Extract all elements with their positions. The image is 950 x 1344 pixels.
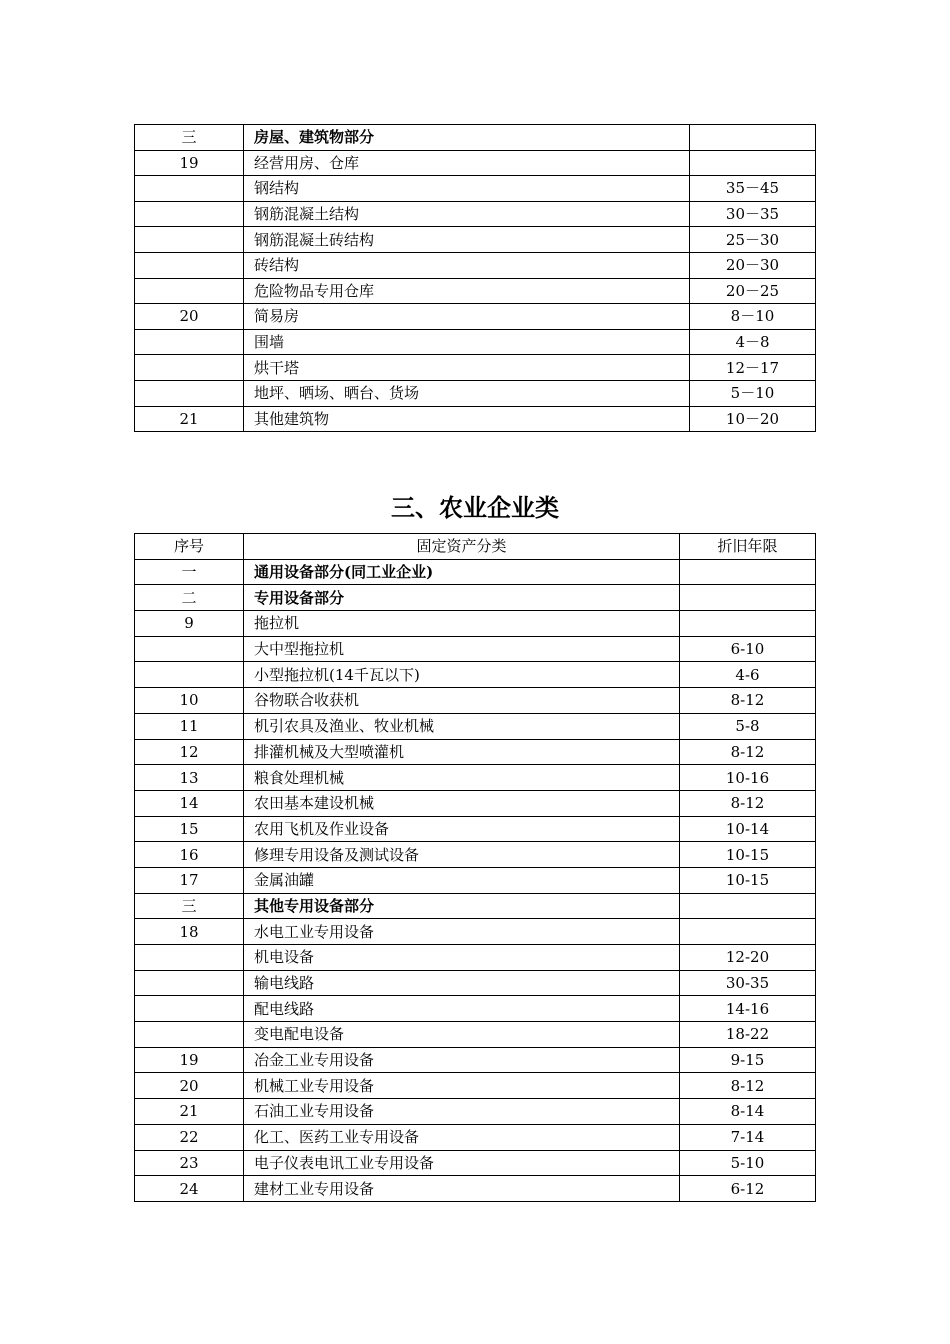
header-years: 折旧年限: [680, 534, 816, 560]
table-row: [135, 150, 816, 176]
cell-category: 其他建筑物: [244, 406, 690, 432]
table-row: [135, 790, 816, 816]
cell-years: 18-22: [680, 1022, 816, 1048]
cell-no: 21: [135, 1099, 244, 1125]
cell-years: 6-12: [680, 1176, 816, 1202]
cell-years: 30-35: [680, 970, 816, 996]
table-row: [135, 1150, 816, 1176]
table-row: [135, 636, 816, 662]
cell-no: [135, 662, 244, 688]
cell-years: 12-20: [680, 945, 816, 971]
table-row: [135, 1099, 816, 1125]
cell-no: [135, 380, 244, 406]
cell-years: 5－10: [690, 380, 816, 406]
cell-category: 危险物品专用仓库: [244, 278, 690, 304]
cell-years: 4-6: [680, 662, 816, 688]
table-row: [135, 176, 816, 202]
table-row: [135, 867, 816, 893]
cell-category: 电子仪表电讯工业专用设备: [244, 1150, 680, 1176]
agriculture-table-body: [135, 534, 816, 1202]
cell-no: 18: [135, 919, 244, 945]
cell-no: 二: [135, 585, 244, 611]
table-row: [135, 1176, 816, 1202]
cell-no: 11: [135, 713, 244, 739]
cell-category: 变电配电设备: [244, 1022, 680, 1048]
cell-no: 22: [135, 1124, 244, 1150]
cell-no: [135, 329, 244, 355]
table-row: [135, 842, 816, 868]
cell-category: 机电设备: [244, 945, 680, 971]
cell-no: [135, 996, 244, 1022]
cell-no: [135, 636, 244, 662]
cell-no: [135, 201, 244, 227]
cell-category: 烘干塔: [244, 355, 690, 381]
cell-no: [135, 252, 244, 278]
cell-no: 17: [135, 867, 244, 893]
cell-category: 其他专用设备部分: [244, 893, 680, 919]
cell-category: 建材工业专用设备: [244, 1176, 680, 1202]
table-row: [135, 688, 816, 714]
cell-years: [680, 585, 816, 611]
cell-category: 修理专用设备及测试设备: [244, 842, 680, 868]
cell-no: [135, 227, 244, 253]
table-row: [135, 380, 816, 406]
cell-no: 21: [135, 406, 244, 432]
cell-years: [680, 559, 816, 585]
cell-years: 8-12: [680, 790, 816, 816]
table-row: [135, 227, 816, 253]
table-row: [135, 559, 816, 585]
table-row: [135, 945, 816, 971]
cell-years: 5-10: [680, 1150, 816, 1176]
cell-no: [135, 355, 244, 381]
cell-category: 农田基本建设机械: [244, 790, 680, 816]
agriculture-depreciation-table: [134, 533, 816, 1202]
cell-no: [135, 278, 244, 304]
table-row: [135, 893, 816, 919]
cell-category: 小型拖拉机(14千瓦以下): [244, 662, 680, 688]
table-row: [135, 713, 816, 739]
cell-category: 输电线路: [244, 970, 680, 996]
table-row: [135, 970, 816, 996]
cell-no: 14: [135, 790, 244, 816]
cell-no: 20: [135, 304, 244, 330]
cell-no: [135, 176, 244, 202]
table-row: [135, 662, 816, 688]
cell-years: 10-15: [680, 842, 816, 868]
cell-years: [680, 919, 816, 945]
cell-category: 简易房: [244, 304, 690, 330]
cell-years: 10－20: [690, 406, 816, 432]
table-row: [135, 816, 816, 842]
cell-no: 12: [135, 739, 244, 765]
cell-no: 三: [135, 125, 244, 151]
cell-years: [690, 125, 816, 151]
table-row: [135, 1124, 816, 1150]
cell-category: 房屋、建筑物部分: [244, 125, 690, 151]
cell-no: [135, 1022, 244, 1048]
table-row: [135, 304, 816, 330]
cell-category: 专用设备部分: [244, 585, 680, 611]
cell-category: 围墙: [244, 329, 690, 355]
cell-category: 钢结构: [244, 176, 690, 202]
cell-years: 25－30: [690, 227, 816, 253]
cell-no: 10: [135, 688, 244, 714]
cell-category: 钢筋混凝土砖结构: [244, 227, 690, 253]
table-header-row: [135, 534, 816, 560]
cell-no: [135, 945, 244, 971]
table-row: [135, 996, 816, 1022]
cell-category: 地坪、晒场、晒台、货场: [244, 380, 690, 406]
cell-no: 三: [135, 893, 244, 919]
cell-category: 粮食处理机械: [244, 765, 680, 791]
cell-years: 14-16: [680, 996, 816, 1022]
cell-category: 通用设备部分(同工业企业): [244, 559, 680, 585]
cell-years: 30－35: [690, 201, 816, 227]
header-no: 序号: [135, 534, 244, 560]
table-row: [135, 585, 816, 611]
table-row: [135, 611, 816, 637]
cell-no: 24: [135, 1176, 244, 1202]
cell-years: 5-8: [680, 713, 816, 739]
cell-category: 化工、医药工业专用设备: [244, 1124, 680, 1150]
cell-no: [135, 970, 244, 996]
cell-no: 19: [135, 150, 244, 176]
table-row: [135, 329, 816, 355]
table-row: [135, 1073, 816, 1099]
cell-category: 砖结构: [244, 252, 690, 278]
table-row: [135, 919, 816, 945]
cell-category: 排灌机械及大型喷灌机: [244, 739, 680, 765]
cell-category: 石油工业专用设备: [244, 1099, 680, 1125]
cell-no: 16: [135, 842, 244, 868]
cell-category: 农用飞机及作业设备: [244, 816, 680, 842]
table-row: [135, 406, 816, 432]
cell-no: 23: [135, 1150, 244, 1176]
table-row: [135, 739, 816, 765]
cell-years: [680, 611, 816, 637]
cell-category: 拖拉机: [244, 611, 680, 637]
cell-no: 20: [135, 1073, 244, 1099]
cell-category: 钢筋混凝土结构: [244, 201, 690, 227]
cell-category: 大中型拖拉机: [244, 636, 680, 662]
cell-years: 7-14: [680, 1124, 816, 1150]
cell-category: 水电工业专用设备: [244, 919, 680, 945]
cell-no: 15: [135, 816, 244, 842]
cell-category: 机械工业专用设备: [244, 1073, 680, 1099]
building-table-body: [135, 125, 816, 432]
cell-years: 35－45: [690, 176, 816, 202]
cell-years: 20－25: [690, 278, 816, 304]
table-row: [135, 252, 816, 278]
building-depreciation-table: [134, 124, 816, 432]
header-category: 固定资产分类: [244, 534, 680, 560]
cell-years: 12－17: [690, 355, 816, 381]
table-row: [135, 1022, 816, 1048]
section-title: 三、农业企业类: [391, 493, 559, 522]
cell-years: 4－8: [690, 329, 816, 355]
cell-no: 9: [135, 611, 244, 637]
cell-no: 19: [135, 1047, 244, 1073]
cell-years: 8-12: [680, 1073, 816, 1099]
cell-years: [680, 893, 816, 919]
table-row: [135, 278, 816, 304]
cell-years: 10-14: [680, 816, 816, 842]
cell-years: 8－10: [690, 304, 816, 330]
cell-years: 8-12: [680, 688, 816, 714]
cell-no: 13: [135, 765, 244, 791]
cell-category: 冶金工业专用设备: [244, 1047, 680, 1073]
cell-years: 10-15: [680, 867, 816, 893]
table-row: [135, 355, 816, 381]
cell-category: 配电线路: [244, 996, 680, 1022]
cell-years: 8-14: [680, 1099, 816, 1125]
cell-years: 6-10: [680, 636, 816, 662]
cell-category: 经营用房、仓库: [244, 150, 690, 176]
table-row: [135, 125, 816, 151]
cell-category: 谷物联合收获机: [244, 688, 680, 714]
cell-years: 20－30: [690, 252, 816, 278]
cell-category: 机引农具及渔业、牧业机械: [244, 713, 680, 739]
table-row: [135, 201, 816, 227]
table-row: [135, 765, 816, 791]
cell-years: 10-16: [680, 765, 816, 791]
table-row: [135, 1047, 816, 1073]
cell-no: 一: [135, 559, 244, 585]
cell-category: 金属油罐: [244, 867, 680, 893]
cell-years: [690, 150, 816, 176]
cell-years: 8-12: [680, 739, 816, 765]
cell-years: 9-15: [680, 1047, 816, 1073]
